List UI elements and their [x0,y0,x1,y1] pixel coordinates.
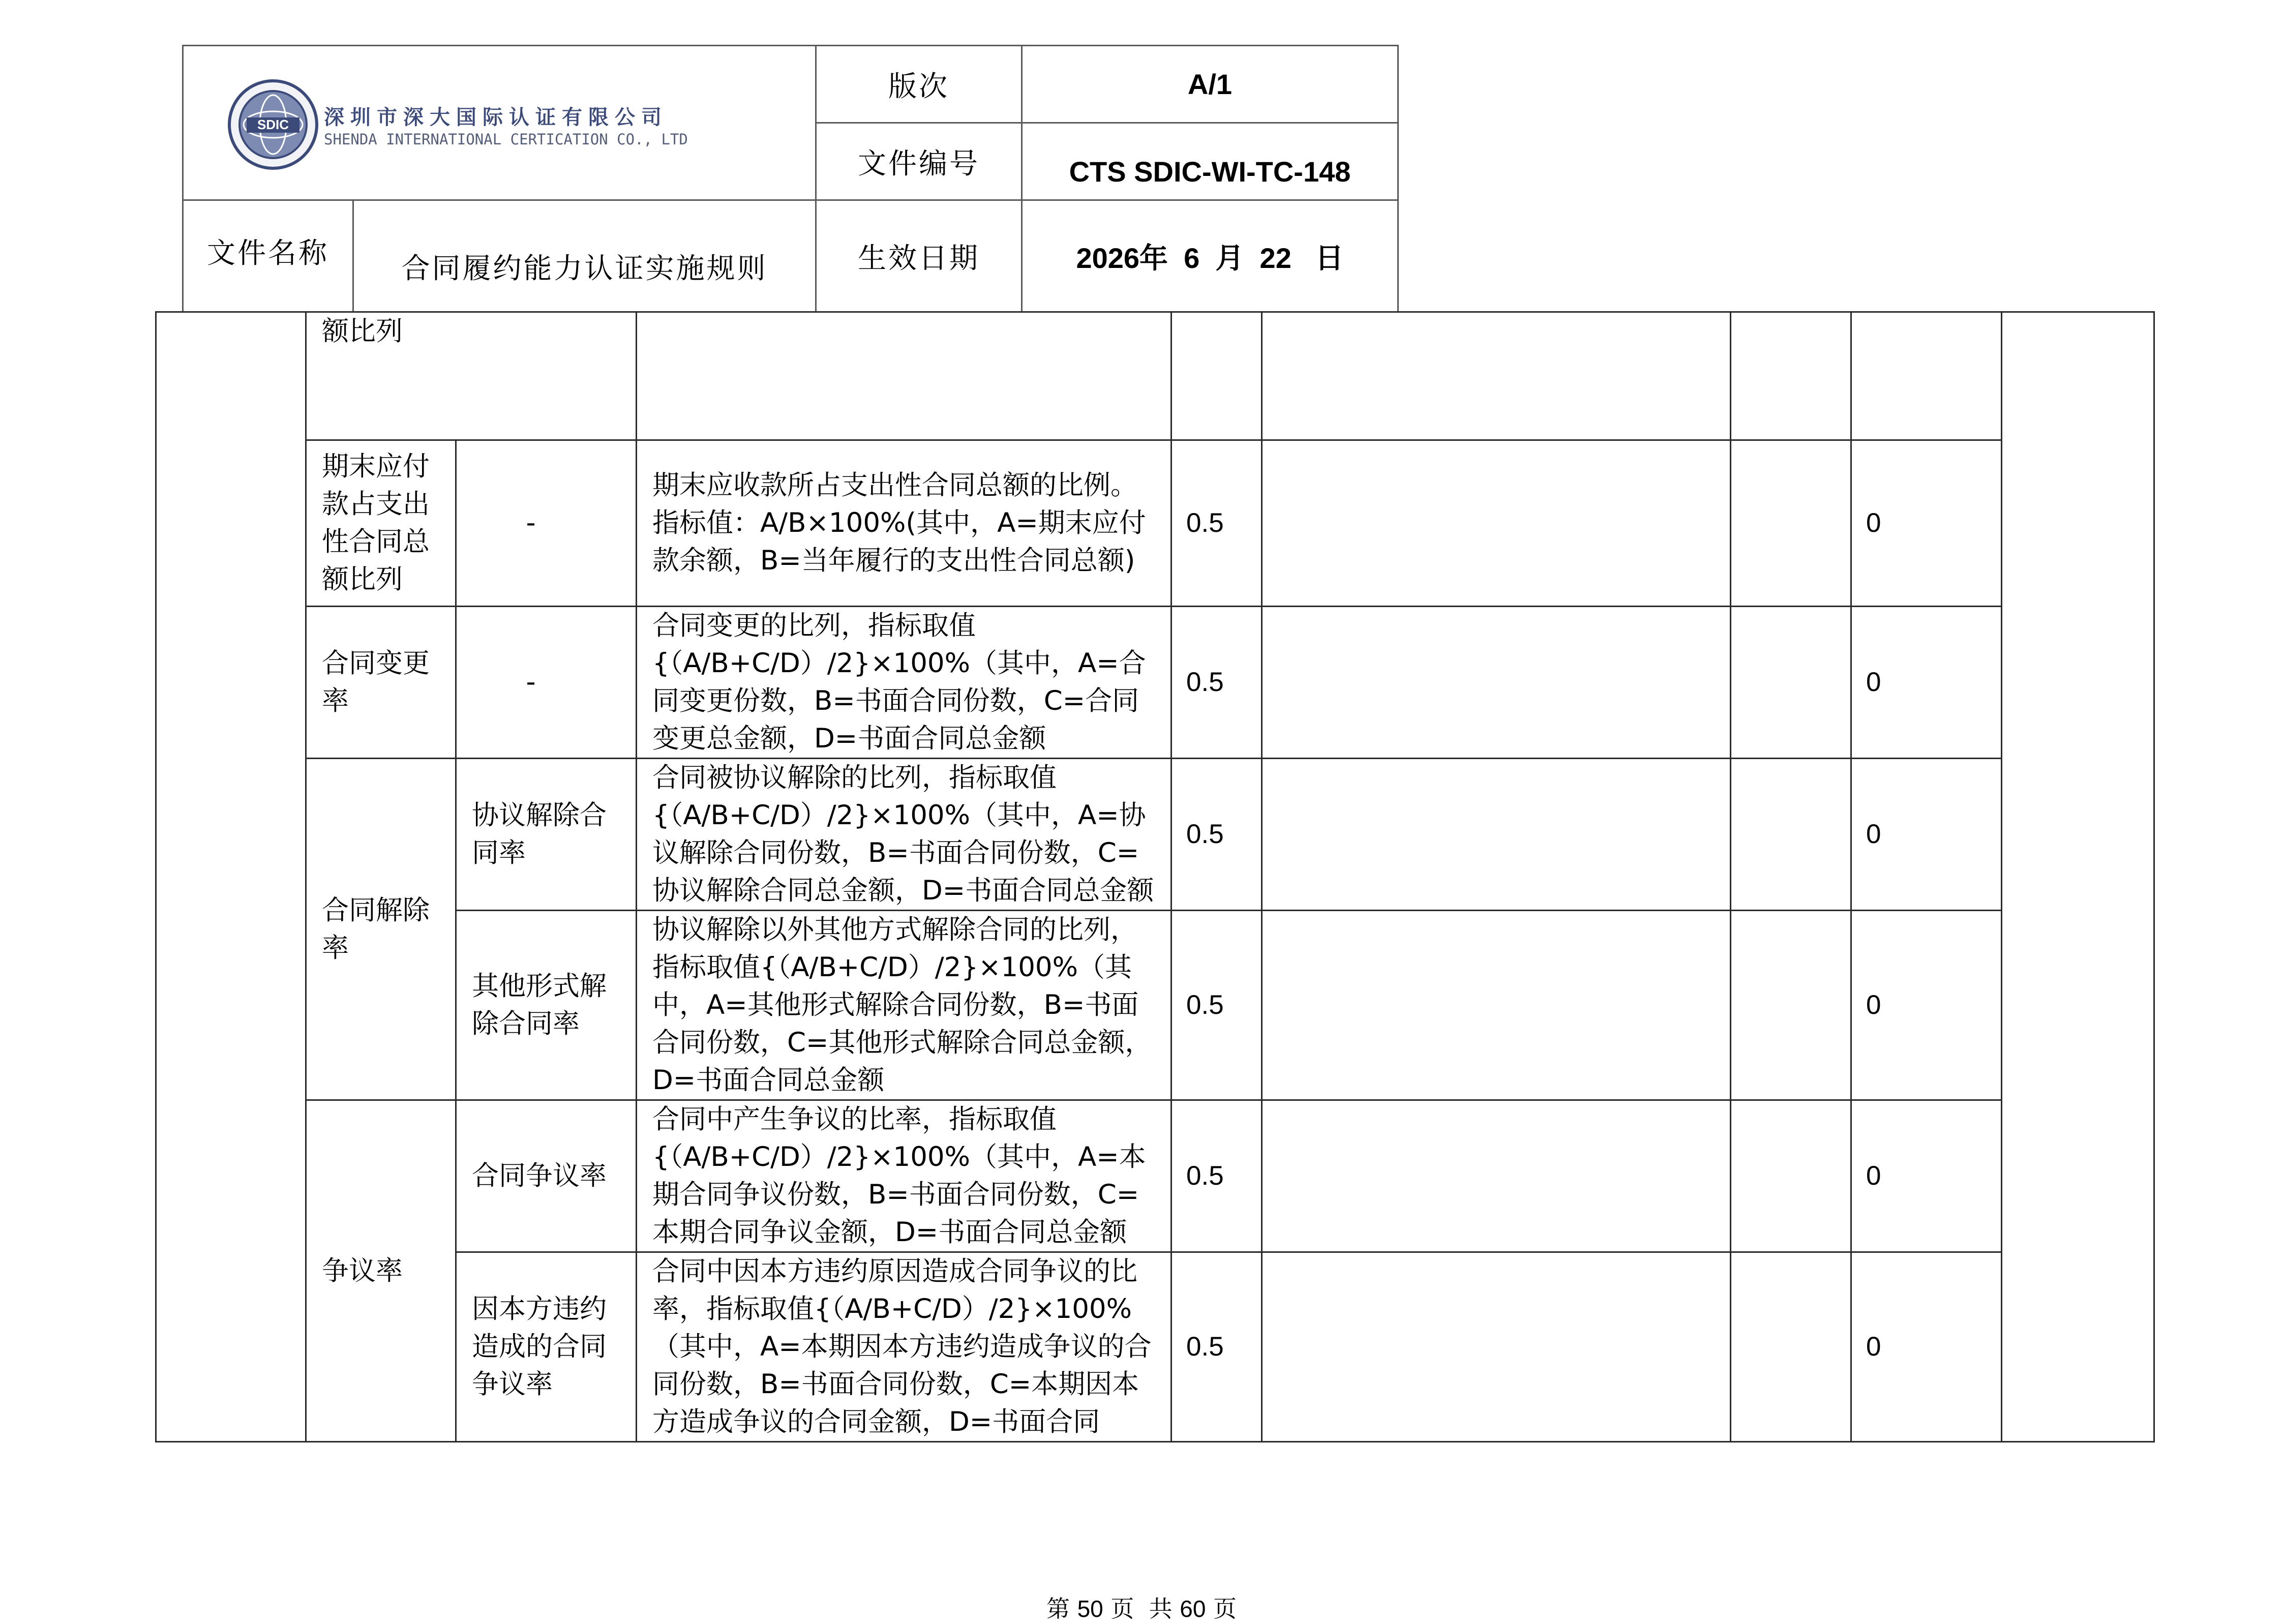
table-row [156,911,2154,1100]
sub-indicator-cell: - [456,607,637,759]
evidence-cell [1262,1252,1731,1442]
weight-cell: 0.5 [1171,911,1262,1100]
blank-cell [1731,911,1851,1100]
score-cell [1851,312,2002,440]
evidence-cell [1262,312,1731,440]
score-cell: 0 [1851,1100,2002,1252]
company-name-en: SHENDA INTERNATIONAL CERTICATION CO., LTD [324,131,688,148]
company-logo [227,79,787,170]
total-page-number: 60 [1180,1596,1206,1622]
evidence-cell [1262,440,1731,607]
sub-indicator-cell: - [456,440,637,607]
description-cell: 合同被协议解除的比列，指标取值{（A/B+C/D）/2}×100%（其中，A=协议解除合同份数，B=书面合同份数，C=协议解除合同总金额，D=书面合同总金额 [637,759,1171,911]
table-row [156,312,2154,440]
sub-indicator-cell: 因本方违约造成的合同争议率 [456,1252,637,1442]
indicator-cell: 额比列 [306,312,637,440]
company-name-cn: 深圳市深大国际认证有限公司 [324,105,668,129]
edition-label: 版次 [816,46,1022,123]
indicator-cell: 期末应付款占支出性合同总额比列 [306,440,456,607]
blank-cell [1731,440,1851,607]
description-cell: 期末应收款所占支出性合同总额的比例。指标值：A/B×100%(其中，A=期末应付款余额，B=当年履行的支出性合同总额) [637,440,1171,607]
indicator-cell: 合同解除率 [306,759,456,1100]
table-row [156,759,2154,911]
evidence-cell [1262,607,1731,759]
weight-cell: 0.5 [1171,1252,1262,1442]
table-row [156,1100,2154,1252]
effective-date-label: 生效日期 [816,200,1022,312]
footer-middle: 页 共 [1110,1595,1173,1622]
blank-cell [1731,607,1851,759]
score-cell: 0 [1851,607,2002,759]
indicator-table [155,311,2155,1442]
weight-cell: 0.5 [1171,759,1262,911]
weight-cell: 0.5 [1171,1100,1262,1252]
effective-date-value: 2026年 6 月 22 日 [1022,200,1398,312]
score-cell: 0 [1851,911,2002,1100]
table-row [156,607,2154,759]
evidence-cell [1262,759,1731,911]
weight-cell: 0.5 [1171,607,1262,759]
company-logo-cell [183,46,816,200]
doc-number-label: 文件编号 [816,123,1022,200]
indicator-cell: 争议率 [306,1100,456,1442]
score-cell: 0 [1851,759,2002,911]
evidence-cell [1262,911,1731,1100]
description-cell: 协议解除以外其他方式解除合同的比列，指标取值{（A/B+C/D）/2}×100%（其中，A=其他形式解除合同份数，B=书面合同份数，C=其他形式解除合同总金额，D=书面合同总金额 [637,911,1171,1100]
svg-text:SDIC: SDIC [257,117,289,132]
doc-number-value: CTS SDIC-WI-TC-148 [1022,123,1398,200]
blank-cell [1731,1252,1851,1442]
current-page-number: 50 [1077,1596,1103,1622]
table-row [156,440,2154,607]
description-cell: 合同变更的比列，指标取值{（A/B+C/D）/2}×100%（其中，A=合同变更份数，B=书面合同份数，C=合同变更总金额，D=书面合同总金额 [637,607,1171,759]
sub-indicator-cell: 合同争议率 [456,1100,637,1252]
sub-indicator-cell: 协议解除合同率 [456,759,637,911]
sdic-seal-icon [227,79,319,170]
sub-indicator-cell: 其他形式解除合同率 [456,911,637,1100]
document-header-table [182,45,1399,313]
weight-cell: 0.5 [1171,440,1262,607]
blank-cell [1731,312,1851,440]
score-cell: 0 [1851,1252,2002,1442]
evidence-cell [1262,1100,1731,1252]
blank-cell [1731,1100,1851,1252]
footer-suffix: 页 [1213,1595,1237,1622]
indicator-cell: 合同变更率 [306,607,456,759]
table-row [156,1252,2154,1442]
doc-name-value: 合同履约能力认证实施规则 [353,200,816,312]
blank-cell [1731,759,1851,911]
remark-cell [2002,312,2154,1442]
footer-prefix: 第 [1046,1595,1070,1622]
description-cell: 合同中产生争议的比率，指标取值{（A/B+C/D）/2}×100%（其中，A=本期合同争议份数，B=书面合同份数，C=本期合同争议金额，D=书面合同总金额 [637,1100,1171,1252]
description-cell: 合同中因本方违约原因造成合同争议的比率，指标取值{（A/B+C/D）/2}×100%（其中，A=本期因本方违约造成争议的合同份数，B=书面合同份数，C=本期因本方造成争议的合同金额，D=书面合同 [637,1252,1171,1442]
description-cell [637,312,1171,440]
weight-cell [1171,312,1262,440]
page-number-footer [0,1590,2283,1624]
category-cell [156,312,306,1442]
score-cell: 0 [1851,440,2002,607]
edition-value: A/1 [1022,46,1398,123]
doc-name-label: 文件名称 [183,200,353,312]
